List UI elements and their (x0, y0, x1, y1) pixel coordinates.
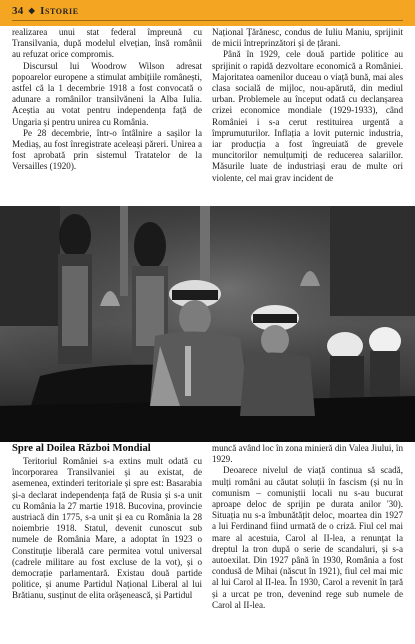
column-bottom-right (212, 443, 403, 639)
paragraph: Național Țărănesc, condus de Iuliu Maniu, sprijinit de micii întreprinzători și de țărani. (212, 27, 403, 49)
section-title: Istorie (40, 5, 79, 17)
column-bottom-left (12, 443, 202, 639)
photo-illustration (0, 206, 415, 442)
section-heading: Spre al Doilea Război Mondial (12, 443, 151, 454)
page-header (0, 0, 415, 26)
paragraph: Discursul lui Woodrow Wilson adresat popoarelor europene a stimulat ambițiile românești, astfel că la 1 decembrie 1918 a fost convocată o adunare a românilor transilvăneni la Alba Iulia. Aceștia au votat pentru independența față de Ungaria și pentru unirea cu România. (12, 60, 202, 127)
historical-photo (0, 206, 415, 442)
paragraph: Teritoriul României s-a extins mult odată cu încorporarea Transilvaniei și au existat, de asemenea, extinderi teritoriale și spre est: Basarabia și-a declarat independența față de Rusia și s-a unit cu România la 27 martie 1918. Bucovina, provincie austriacă din 1775, s-a unit și ea cu România la 28 noiembrie 1918. Statul, devenit cunoscut sub numele de România Mare, a adoptat în 1923 o Constituție liberală care permitea votul universal (cadrele militare au fost excluse de la vot), și o democrație parlamentară. Existau două partide politice, și anume Partidul Național Liberal al lui Brătianu, susținut de elita orășenească, și Partidul (12, 456, 202, 601)
paragraph: Pe 28 decembrie, într-o întâlnire a sașilor la Mediaș, au fost înregistrate aceleași păreri. Unirea a fost aprobată prin sistemul Tratatelor de la Versailles (1920). (12, 127, 202, 172)
column-top-left (12, 27, 202, 205)
diamond-icon: ◆ (28, 6, 36, 15)
paragraph: Deoarece nivelul de viață continua să scadă, mulți români au căutat soluții în fascism (și nu în comunism – comuniștii locali nu s-au bucurat aproape deloc de sprijin pe durata anilor '30). Situația nu s-a îmbunătățit deloc, moartea din 1927 a lui Ferdinand fiind urmată de o criză. Fiul cel mai mare al acestuia, Carol al II-lea, a renunțat la dreptul la tron după o serie de scandaluri, și s-a autoexilat. Din 1927 până în 1930, România a fost condusă de Mihai (născut în 1921), fiul cel mai mic al lui Carol al II-lea. În 1930, Carol a revenit în țară și a urcat pe tron, devenind rege sub numele de Carol al II-lea. (212, 465, 403, 610)
paragraph: muncă având loc în zona minieră din Valea Jiului, în 1929. (212, 443, 403, 465)
running-head (12, 5, 79, 17)
column-top-right (212, 27, 403, 205)
paragraph: realizarea unui stat federal împreună cu Transilvania, după modelul elvețian, însă românii au refuzat orice compromis. (12, 27, 202, 60)
header-rule (12, 20, 403, 21)
paragraph: Până în 1929, cele două partide politice au sprijinit o rapidă dezvoltare economică a României. Majoritatea oamenilor duceau o viață bună, mai ales clasa socială de mijloc, nou-apărută, din mediul urban. Problemele au început odată cu declanșarea crizei economice mondiale (1929-1933), când României i s-a cerut restituirea urgentă a împrumuturilor. Inflația a lovit puternic industria, iar producția a fost îngreuiată de grevele muncitorilor nemulțumiți de reducerea salariilor. Măsurile luate de industriași erau de multe ori violente, cel mai grav incident de (212, 49, 403, 183)
page-number: 34 (12, 5, 24, 17)
